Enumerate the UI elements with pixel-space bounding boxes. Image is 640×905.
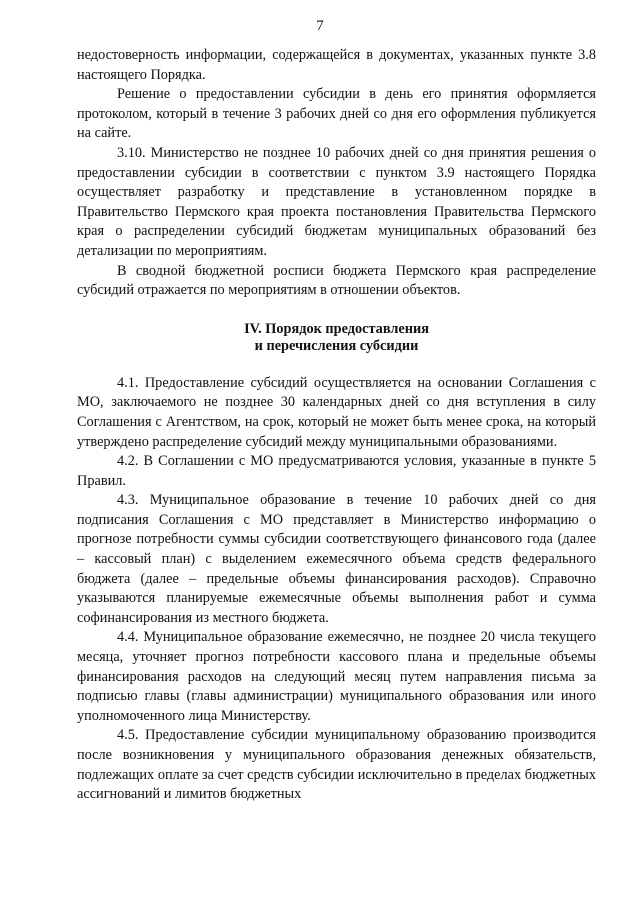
paragraph: 4.5. Предоставление субсидии муниципальному образованию производится после возникновения у муниципального образования денежных обязательств, подлежащих оплате за счет средств субсидии исключительно в пределах бюджетных ассигнований и лимитов бюджетных [77,727,596,803]
section-heading-line: и перечисления субсидии [254,337,419,354]
document-body [77,46,596,805]
section-heading [77,321,596,355]
paragraph: 4.1. Предоставление субсидий осуществляется на основании Соглашения с МО, заключаемого не позднее 30 календарных дней со дня вступления в силу Соглашения с Агентством, на срок, который не может быть менее срока, на который утверждено распределение субсидий между муниципальными образованиями. [77,374,596,450]
paragraph: 3.10. Министерство не позднее 10 рабочих дней со дня принятия решения о предоставлении субсидии в соответствии с пунктом 3.9 настоящего Порядка осуществляет разработку и представление в установленном порядке в Правительство Пермского края проекта постановления Правительства Пермского края о распределении субсидий бюджетам муниципальных образований без детализации по мероприятиям. [77,144,596,259]
paragraph: 4.4. Муниципальное образование ежемесячно, не позднее 20 числа текущего месяца, уточняет прогноз потребности кассового плана и предельные объемы финансирования расходов на следующий месяц путем направления письма за подписью главы (главы администрации) муниципального образования или иного уполномоченного лица Министерству. [77,629,596,724]
paragraph: 4.2. В Соглашении с МО предусматриваются условия, указанные в пункте 5 Правил. [77,453,596,489]
section-heading-line: IV. Порядок предоставления [244,320,429,337]
page-number: 7 [316,18,324,34]
paragraph: 4.3. Муниципальное образование в течение 10 рабочих дней со дня подписания Соглашения с МО представляет в Министерство информацию о прогнозе потребности суммы субсидии соответствующего финансового года (далее – кассовый план) с выделением ежемесячного объема средств федерального бюджета (далее – предельные объемы финансирования расходов). Справочно указываются планируемые ежемесячные объемы выполнения работ и сумма софинансирования из местного бюджета. [77,492,596,626]
paragraph: недостоверность информации, содержащейся в документах, указанных пункте 3.8 настоящего Порядка. [77,47,596,83]
paragraph: Решение о предоставлении субсидии в день его принятия оформляется протоколом, который в течение 3 рабочих дней со дня его оформления публикуется на сайте. [77,86,596,142]
paragraph: В сводной бюджетной росписи бюджета Пермского края распределение субсидий отражается по мероприятиям в отношении объектов. [77,262,596,299]
